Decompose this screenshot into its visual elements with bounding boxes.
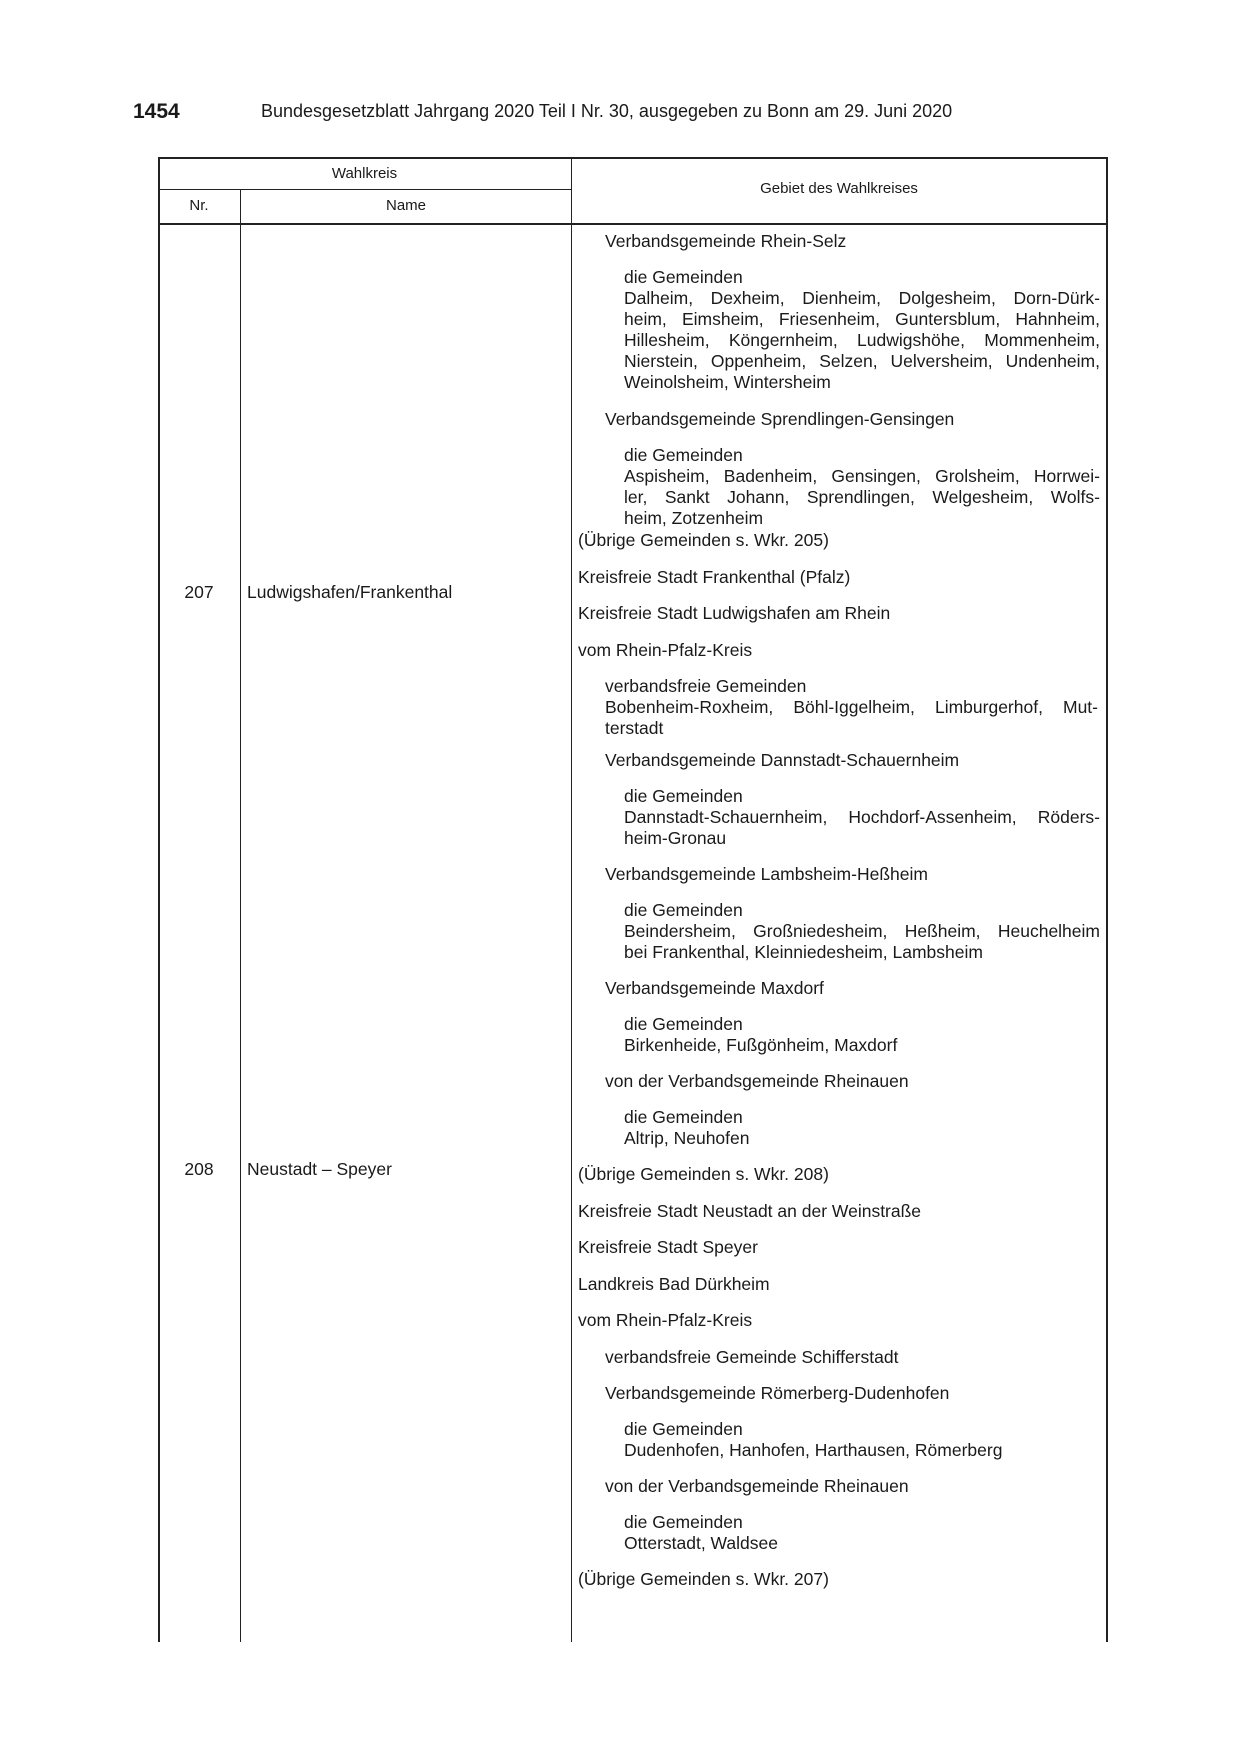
area-entry: Verbandsgemeinde Sprendlingen-Gensingen: [605, 409, 955, 429]
running-head: Bundesgesetzblatt Jahrgang 2020 Teil I Nr. 30, ausgegeben zu Bonn am 29. Juni 2020: [261, 101, 953, 121]
col-right-border: [1106, 157, 1108, 1642]
area-entry: Verbandsgemeinde Dannstadt-Schauernheim: [605, 750, 960, 770]
area-entry: vom Rhein-Pfalz-Kreis: [578, 640, 753, 660]
municipality-list: die Gemeinden Dannstadt-Schauernheim, Hochdorf-Assenheim, Röders- heim-Gronau: [624, 786, 1100, 848]
area-entry: Kreisfreie Stadt Frankenthal (Pfalz): [578, 567, 851, 587]
area-entry: Kreisfreie Stadt Neustadt an der Weinstraße: [578, 1201, 922, 1221]
page-number: 1454: [133, 100, 180, 123]
col-nr-border: [240, 189, 241, 1642]
area-entry: Landkreis Bad Dürkheim: [578, 1274, 770, 1294]
area-note: (Übrige Gemeinden s. Wkr. 207): [578, 1569, 829, 1589]
area-entry: Verbandsgemeinde Rhein-Selz: [605, 231, 847, 251]
row-207-nr: 207: [184, 582, 214, 602]
row-208-name: Neustadt – Speyer: [247, 1159, 392, 1179]
area-entry: verbandsfreie Gemeinde Schifferstadt: [605, 1347, 899, 1367]
row-207-name: Ludwigshafen/Frankenthal: [247, 582, 453, 602]
municipality-list: die Gemeinden Beindersheim, Großniedesheim, Heßheim, Heuchelheim bei Frankenthal, Kleinniedesheim, Lambsheim: [624, 900, 1100, 962]
table-top-rule: [158, 157, 1108, 159]
municipality-list: die Gemeinden Dalheim, Dexheim, Dienheim, Dolgesheim, Dorn-Dürk- heim, Eimsheim, Friesenheim, Guntersblum, Hahnheim, Hillesheim, Köngernheim, Ludwigshöhe, Mommenheim, Nierstein, Oppenheim, Selzen, Uelversheim, Undenheim, Weinolsheim, Wintersheim: [624, 267, 1100, 392]
area-entry: von der Verbandsgemeinde Rheinauen: [605, 1476, 909, 1496]
header-bottom-rule: [158, 223, 1108, 225]
wahlkreis-table: [158, 157, 1108, 1642]
header-gebiet: Gebiet des Wahlkreises: [760, 180, 918, 197]
municipality-list: die Gemeinden Altrip, Neuhofen: [624, 1107, 750, 1148]
area-entry: Verbandsgemeinde Römerberg-Dudenhofen: [605, 1383, 950, 1403]
municipality-list: die Gemeinden Aspisheim, Badenheim, Gensingen, Grolsheim, Horrwei- ler, Sankt Johann, Sprendlingen, Welgesheim, Wolfs- heim, Zotzenheim: [624, 445, 1100, 528]
area-entry: Verbandsgemeinde Lambsheim-Heßheim: [605, 864, 928, 884]
header-wahlkreis: Wahlkreis: [331, 165, 398, 182]
area-note: (Übrige Gemeinden s. Wkr. 205): [578, 530, 829, 550]
municipality-list: die Gemeinden Dudenhofen, Hanhofen, Harthausen, Römerberg: [624, 1419, 1003, 1460]
col-name-border: [571, 157, 572, 1642]
header-sub-rule: [158, 189, 571, 190]
municipality-list: verbandsfreie Gemeinden Bobenheim-Roxheim, Böhl-Iggelheim, Limburgerhof, Mut- terstadt: [605, 676, 1098, 738]
area-entry: Kreisfreie Stadt Speyer: [578, 1237, 758, 1257]
header-name: Name: [385, 197, 426, 214]
area-entry: von der Verbandsgemeinde Rheinauen: [605, 1071, 909, 1091]
area-entry: vom Rhein-Pfalz-Kreis: [578, 1310, 753, 1330]
header-nr: Nr.: [189, 197, 209, 214]
col-left-border: [158, 157, 160, 1642]
municipality-list: die Gemeinden Birkenheide, Fußgönheim, Maxdorf: [624, 1014, 898, 1055]
municipality-list: die Gemeinden Otterstadt, Waldsee: [624, 1512, 778, 1553]
area-note: (Übrige Gemeinden s. Wkr. 208): [578, 1164, 829, 1184]
area-entry: Kreisfreie Stadt Ludwigshafen am Rhein: [578, 603, 891, 623]
area-entry: Verbandsgemeinde Maxdorf: [605, 978, 824, 998]
row-208-nr: 208: [184, 1159, 214, 1179]
